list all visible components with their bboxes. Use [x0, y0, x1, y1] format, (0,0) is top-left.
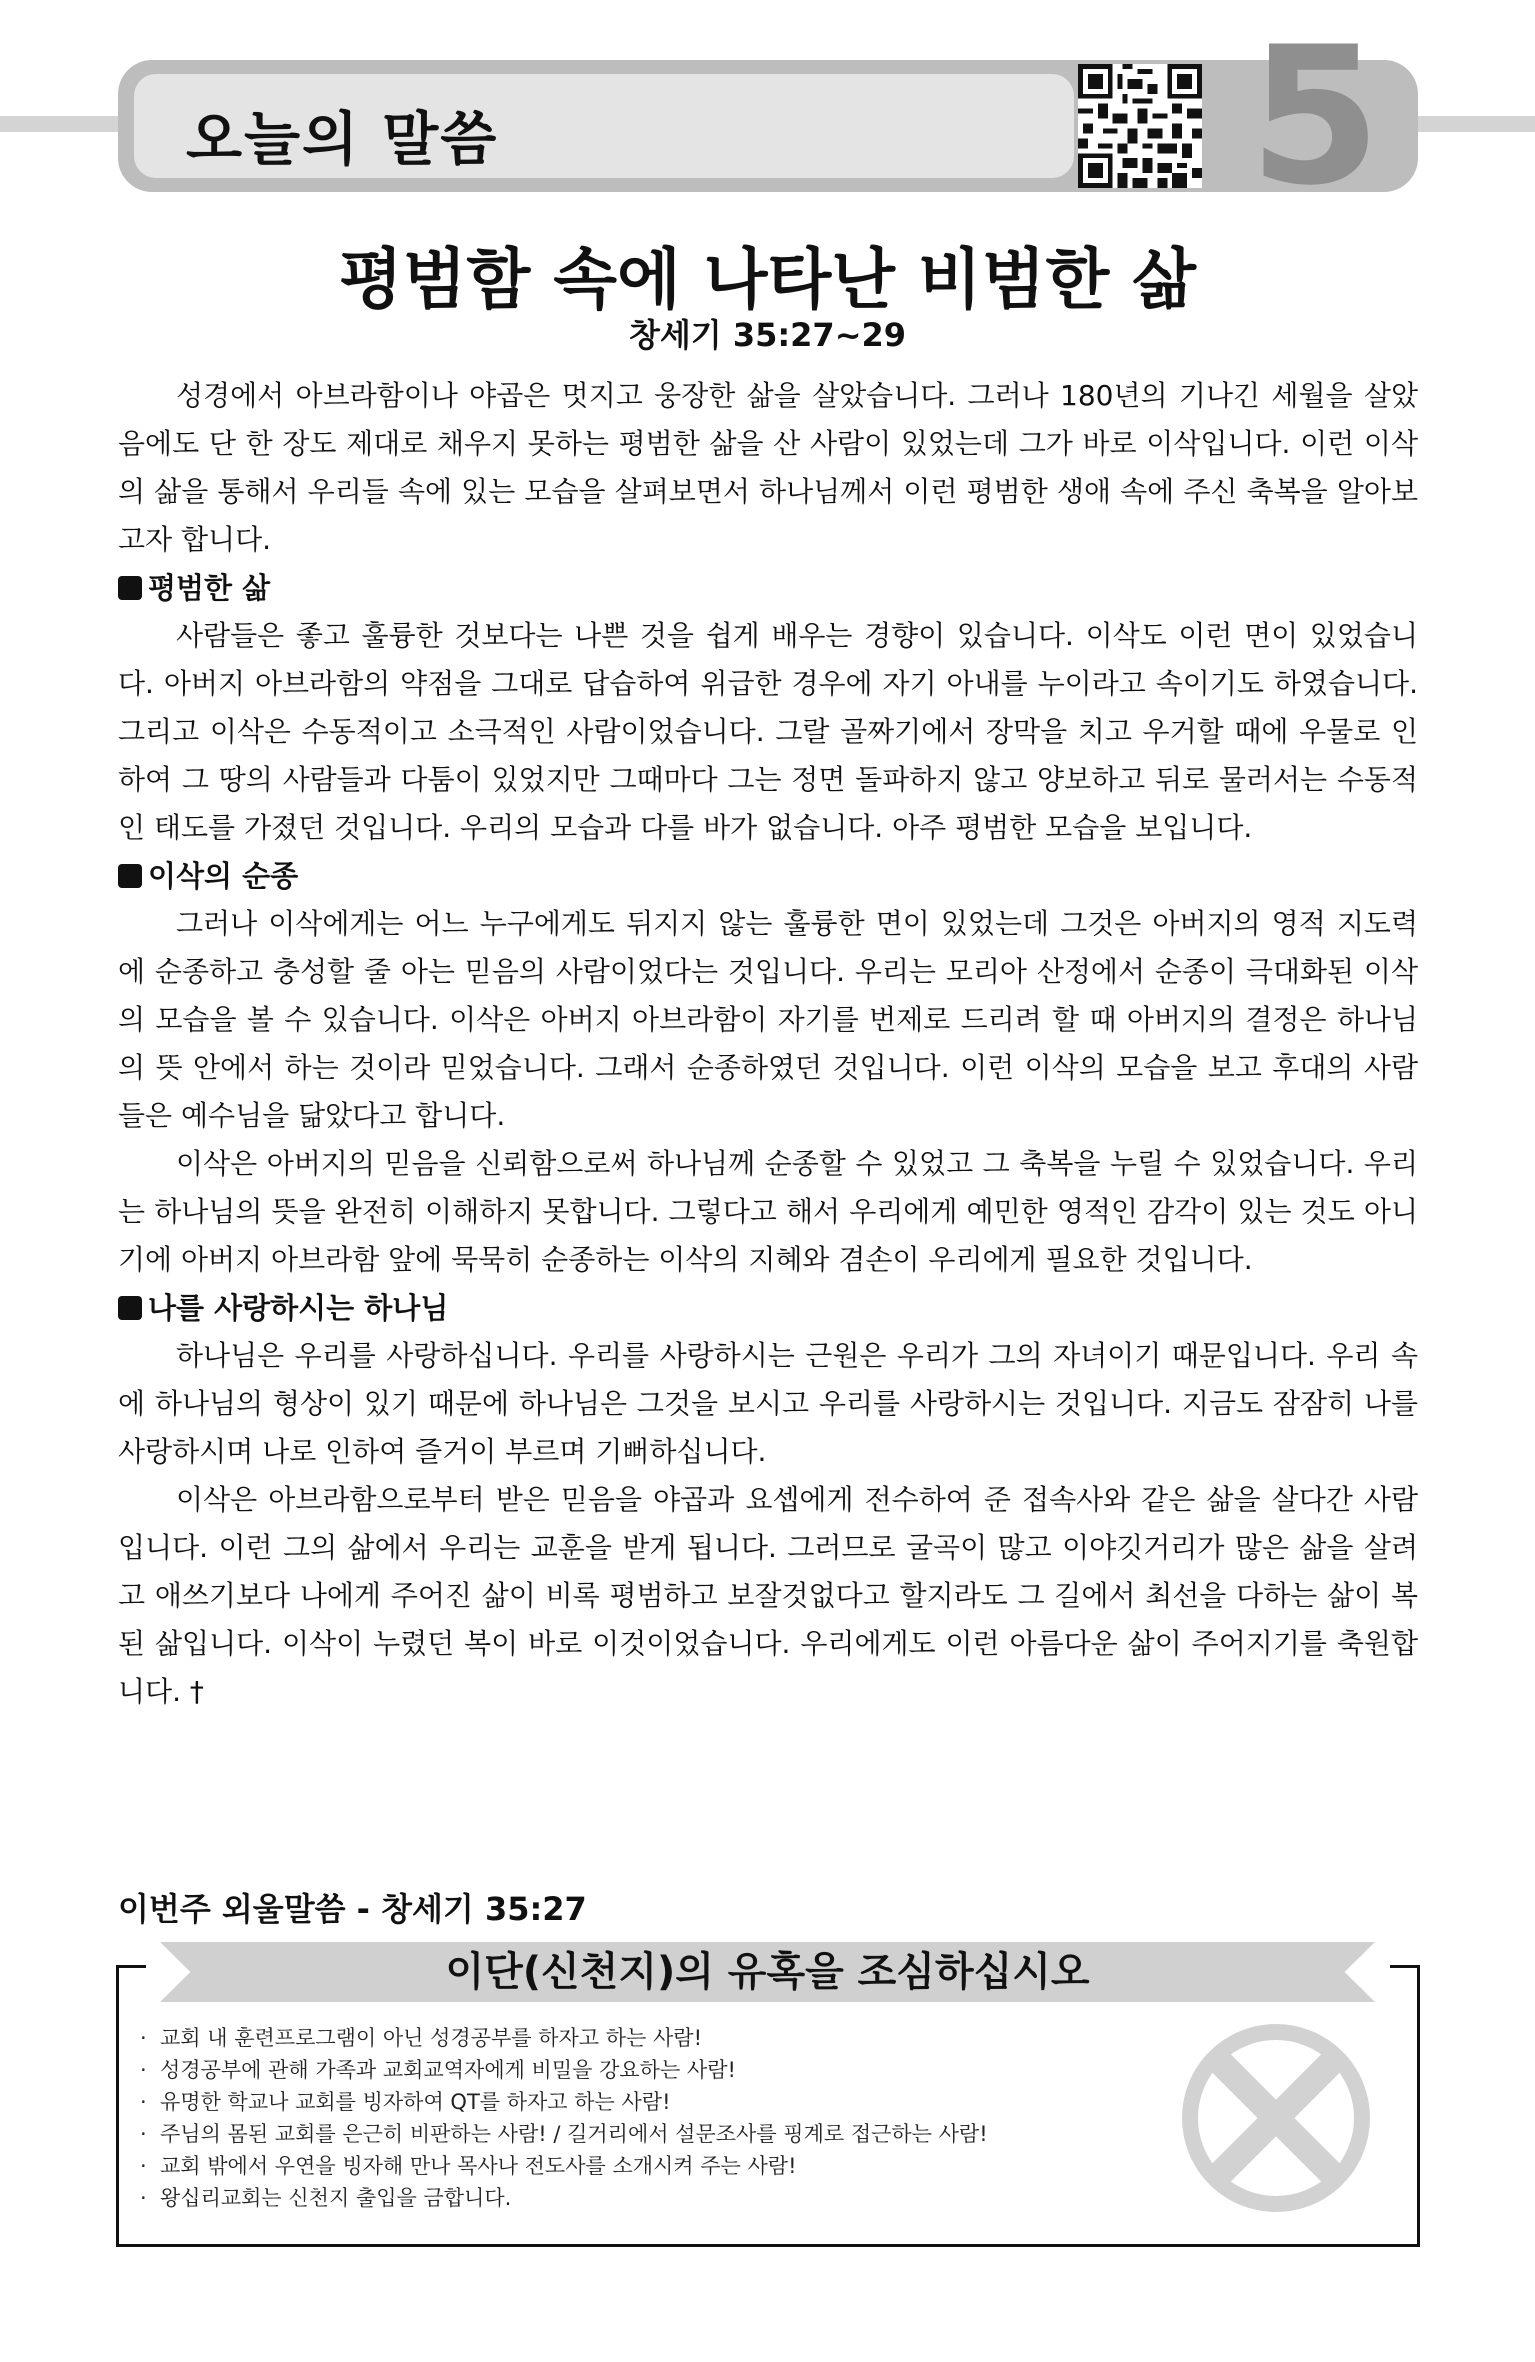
warning-title: 이단(신천지)의 유혹을 조심하십시오	[445, 1949, 1090, 1995]
section-heading-label: 이삭의 순종	[148, 859, 299, 893]
paragraph: 이삭은 아브라함으로부터 받은 믿음을 야곱과 요셉에게 전수하여 준 접속사와 같은 삶을 살다간 사람입니다. 이런 그의 삶에서 우리는 교훈을 받게 됩니다. 그러므로 굴곡이 많고 이야깃거리가 많은 삶을 살려고 애쓰기보다 나에게 주어진 삶이 비록 평범하고 보잘것없다고 할지라도 그 길에서 최선을 다하는 삶이 복된 삶입니다. 이삭이 누렸던 복이 바로 이것이었습니다. 우리에게도 이런 아름다운 삶이 주어지기를 축원합니다. †	[118, 1483, 1418, 1708]
square-bullet-icon	[118, 576, 142, 600]
list-item: · 교회 내 훈련프로그램이 아닌 성경공부를 하자고 하는 사람!	[140, 2022, 1150, 2054]
section-heading	[118, 1284, 1418, 1332]
box-corner-left	[116, 1965, 146, 1968]
warning-list	[140, 2022, 1150, 2214]
paragraph: 그러나 이삭에게는 어느 누구에게도 뒤지지 않는 훌륭한 면이 있었는데 그것은 아버지의 영적 지도력에 순종하고 충성할 줄 아는 믿음의 사람이었다는 것입니다. 우리는 모리아 산정에서 순종이 극대화된 이삭의 모습을 볼 수 있습니다. 이삭은 아버지 아브라함이 자기를 번제로 드리려 할 때 아버지의 결정은 하나님의 뜻 안에서 하는 것이라 믿었습니다. 그래서 순종하였던 것입니다. 이런 이삭의 모습을 보고 후대의 사람들은 예수님을 닮았다고 합니다.	[118, 907, 1418, 1132]
section-heading-label: 평범한 삶	[148, 571, 271, 605]
square-bullet-icon	[118, 864, 142, 888]
section-heading	[118, 564, 1418, 612]
section-heading	[118, 852, 1418, 900]
article-body	[118, 372, 1418, 1716]
section-heading-label: 나를 사랑하시는 하나님	[148, 1291, 449, 1325]
paragraph: 하나님은 우리를 사랑하십니다. 우리를 사랑하시는 근원은 우리가 그의 자녀이기 때문입니다. 우리 속에 하나님의 형상이 있기 때문에 하나님은 그것을 보시고 우리를 사랑하시는 것입니다. 지금도 잠잠히 나를 사랑하시며 나로 인하여 즐거이 부르며 기뻐하십니다.	[118, 1339, 1418, 1468]
article-title: 평범함 속에 나타난 비범한 삶	[339, 241, 1196, 318]
list-item: · 성경공부에 관해 가족과 교회교역자에게 비밀을 강요하는 사람!	[140, 2054, 1150, 2086]
paragraph: 사람들은 좋고 훌륭한 것보다는 나쁜 것을 쉽게 배우는 경향이 있습니다. 이삭도 이런 면이 있었습니다. 아버지 아브라함의 약점을 그대로 답습하여 위급한 경우에 자기 아내를 누이라고 속이기도 하였습니다. 그리고 이삭은 수동적이고 소극적인 사람이었습니다. 그랄 골짜기에서 장막을 치고 우거할 때에 우물로 인하여 그 땅의 사람들과 다툼이 있었지만 그때마다 그는 정면 돌파하지 않고 양보하고 뒤로 물러서는 수동적인 태도를 가졌던 것입니다. 우리의 모습과 다를 바가 없습니다. 아주 평범한 모습을 보입니다.	[118, 619, 1418, 844]
x-circle-icon	[1176, 2018, 1376, 2218]
list-item: · 주님의 몸된 교회를 은근히 비판하는 사람! / 길거리에서 설문조사를 핑계로 접근하는 사람!	[140, 2118, 1150, 2150]
list-item: · 유명한 학교나 교회를 빙자하여 QT를 하자고 하는 사람!	[140, 2086, 1150, 2118]
list-item: · 교회 밖에서 우연을 빙자해 만나 목사나 전도사를 소개시켜 주는 사람!	[140, 2150, 1150, 2182]
scripture-reference: 창세기 35:27~29	[628, 316, 907, 354]
square-bullet-icon	[118, 1296, 142, 1320]
list-item: · 왕십리교회는 신천지 출입을 금합니다.	[140, 2182, 1150, 2214]
header-title: 오늘의 말씀	[186, 105, 499, 173]
qr-code-icon[interactable]	[1078, 64, 1202, 188]
memory-verse: 이번주 외울말씀 - 창세기 35:27	[118, 1890, 587, 1928]
box-corner-right	[1390, 1965, 1420, 1968]
intro-paragraph: 성경에서 아브라함이나 야곱은 멋지고 웅장한 삶을 살았습니다. 그러나 180년의 기나긴 세월을 살았음에도 단 한 장도 제대로 채우지 못하는 평범한 삶을 산 사람이 있었는데 그가 바로 이삭입니다. 이런 이삭의 삶을 통해서 우리들 속에 있는 모습을 살펴보면서 하나님께서 이런 평범한 생애 속에 주신 축복을 알아보고자 합니다.	[118, 379, 1418, 556]
page-number: 5	[1248, 6, 1382, 227]
paragraph: 이삭은 아버지의 믿음을 신뢰함으로써 하나님께 순종할 수 있었고 그 축복을 누릴 수 있었습니다. 우리는 하나님의 뜻을 완전히 이해하지 못합니다. 그렇다고 해서 우리에게 예민한 영적인 감각이 있는 것도 아니기에 아버지 아브라함 앞에 묵묵히 순종하는 이삭의 지혜와 겸손이 우리에게 필요한 것입니다.	[118, 1147, 1418, 1276]
